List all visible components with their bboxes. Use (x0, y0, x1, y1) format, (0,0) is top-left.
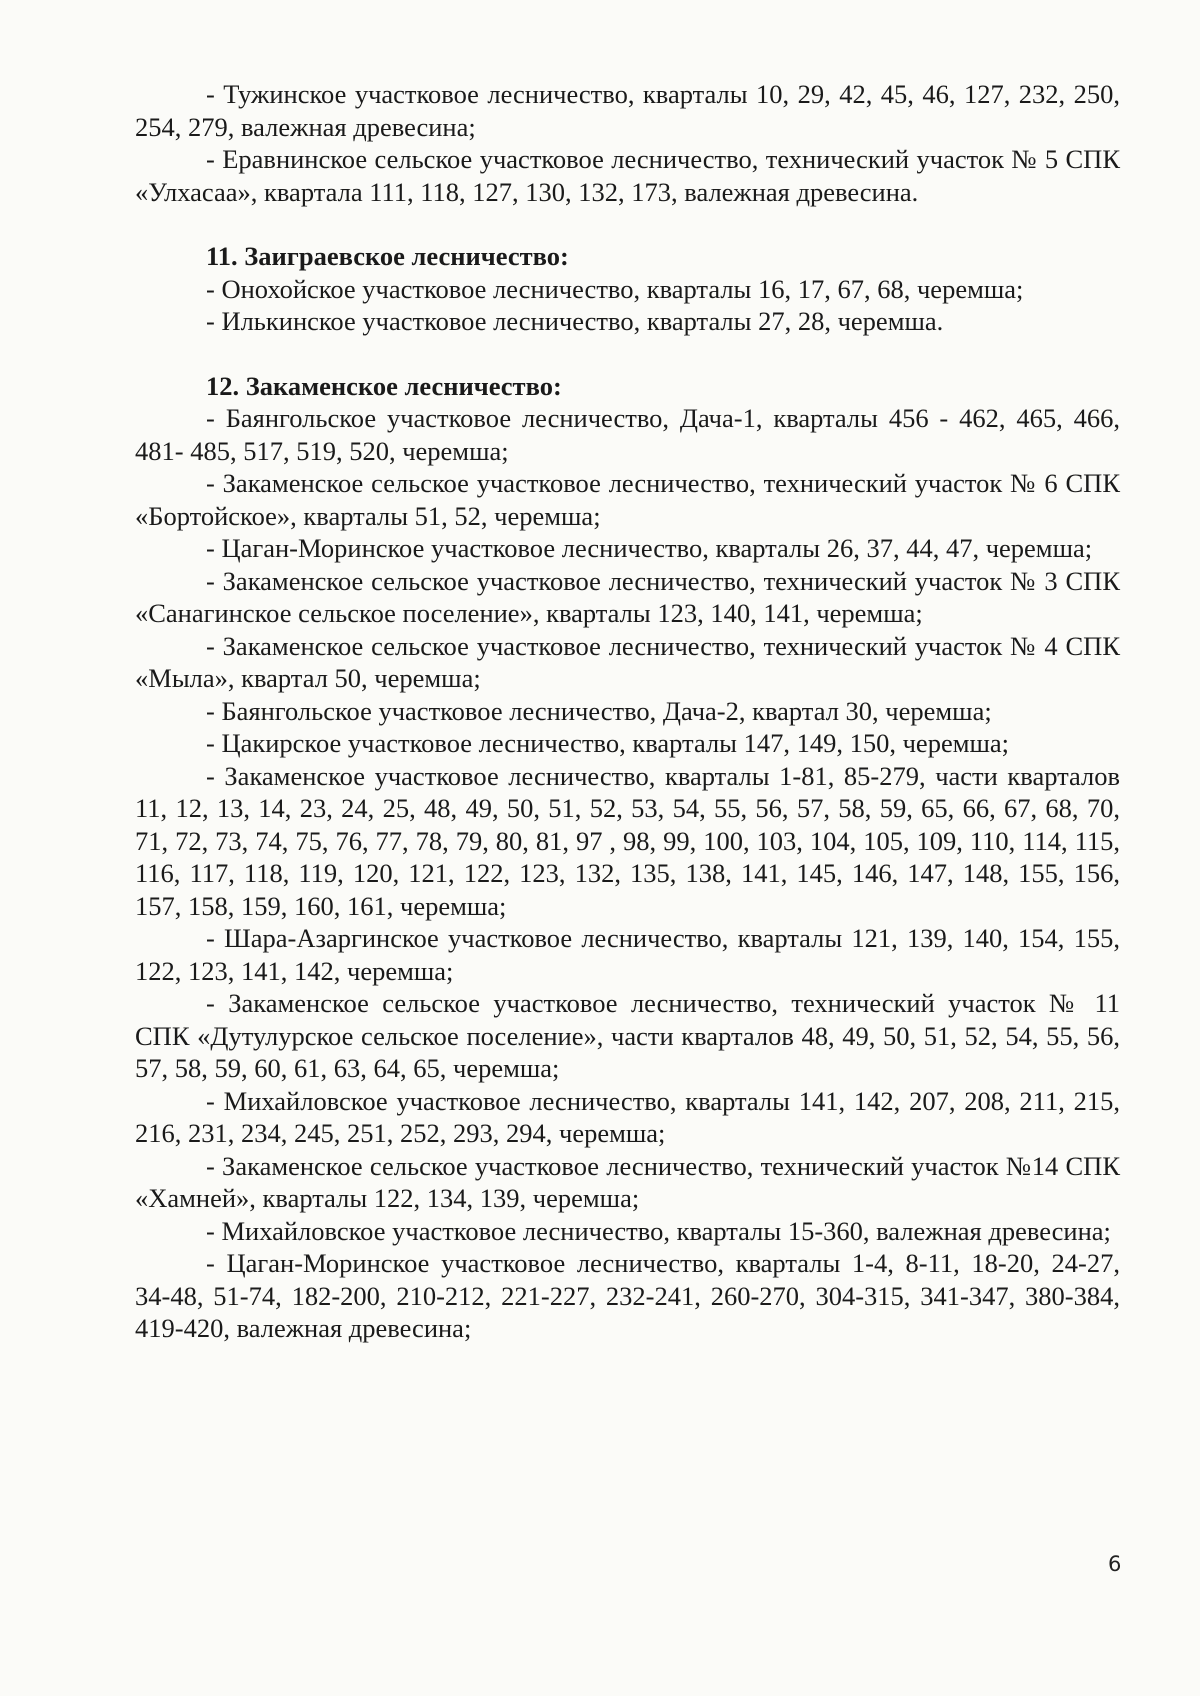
section-heading: 12. Закаменское лесничество: (206, 370, 562, 401)
list-item: - Еравнинское сельское участковое лесничество, технический участок № 5 СПК «Улхасаа», квартала 111, 118, 127, 130, 132, 173, валежная древесина. (135, 144, 1120, 207)
list-item: - Закаменское сельское участковое лесничество, технический участок № 4 СПК «Мыла», квартал 50, черемша; (135, 630, 1120, 693)
list-item: - Илькинское участковое лесничество, кварталы 27, 28, черемша. (206, 306, 944, 336)
list-item: - Цакирское участковое лесничество, кварталы 147, 149, 150, черемша; (206, 728, 1010, 758)
list-item: - Цаган-Моринское участковое лесничество, кварталы 26, 37, 44, 47, черемша; (206, 533, 1093, 563)
section-heading: 11. Заиграевское лесничество: (206, 241, 569, 271)
list-item: - Закаменское сельское участковое лесничество, технический участок №14 СПК «Хамней», кварталы 122, 134, 139, черемша; (135, 1150, 1120, 1213)
list-item: - Баянгольское участковое лесничество, Дача-2, квартал 30, черемша; (206, 695, 992, 726)
document-page (135, 78, 1120, 1345)
list-item: - Цаган-Моринское участковое лесничество, кварталы 1-4, 8-11, 18-20, 24-27, 34-48, 51-74, 182-200, 210-212, 221-227, 232-241, 260-270, 304-315, 341-347, 380-384, 419-420, валежная древесина; (135, 1248, 1120, 1343)
list-item: - Шара-Азаргинское участковое лесничество, кварталы 121, 139, 140, 154, 155, 122, 123, 141, 142, черемша; (135, 923, 1120, 986)
list-item: - Михайловское участковое лесничество, кварталы 15-360, валежная древесина; (206, 1215, 1111, 1246)
list-item: - Закаменское сельское участковое лесничество, технический участок № 11 СПК «Дутулурское сельское поселение», части кварталов 48, 49, 50, 51, 52, 54, 55, 56, 57, 58, 59, 60, 61, 63, 64, 65, черемша; (135, 988, 1120, 1083)
list-item: - Михайловское участковое лесничество, кварталы 141, 142, 207, 208, 211, 215, 216, 231, 234, 245, 251, 252, 293, 294, черемша; (135, 1085, 1120, 1148)
list-item: - Закаменское сельское участковое лесничество, технический участок № 6 СПК «Бортойское», кварталы 51, 52, черемша; (135, 468, 1120, 531)
list-item: - Тужинское участковое лесничество, кварталы 10, 29, 42, 45, 46, 127, 232, 250, 254, 279, валежная древесина; (135, 79, 1120, 142)
list-item: - Закаменское сельское участковое лесничество, технический участок № 3 СПК «Санагинское сельское поселение», кварталы 123, 140, 141, черемша; (135, 565, 1120, 628)
spacer (135, 208, 1120, 240)
list-item: - Закаменское участковое лесничество, кварталы 1-81, 85-279, части кварталов 11, 12, 13, 14, 23, 24, 25, 48, 49, 50, 51, 52, 53, 54, 55, 56, 57, 58, 59, 65, 66, 67, 68, 70, 71, 72, 73, 74, 75, 76, 77, 78, 79, 80, 81, 97 , 98, 99, 100, 103, 104, 105, 109, 110, 114, 115, 116, 117, 118, 119, 120, 121, 122, 123, 132, 135, 138, 141, 145, 146, 147, 148, 155, 156, 157, 158, 159, 160, 161, черемша; (135, 760, 1120, 921)
spacer (135, 338, 1120, 370)
page-number: 6 (1108, 1552, 1122, 1576)
list-item: - Онохойское участковое лесничество, кварталы 16, 17, 67, 68, черемша; (206, 273, 1024, 304)
list-item: - Баянгольское участковое лесничество, Дача-1, кварталы 456 - 462, 465, 466, 481- 485, 517, 519, 520, черемша; (135, 403, 1120, 466)
